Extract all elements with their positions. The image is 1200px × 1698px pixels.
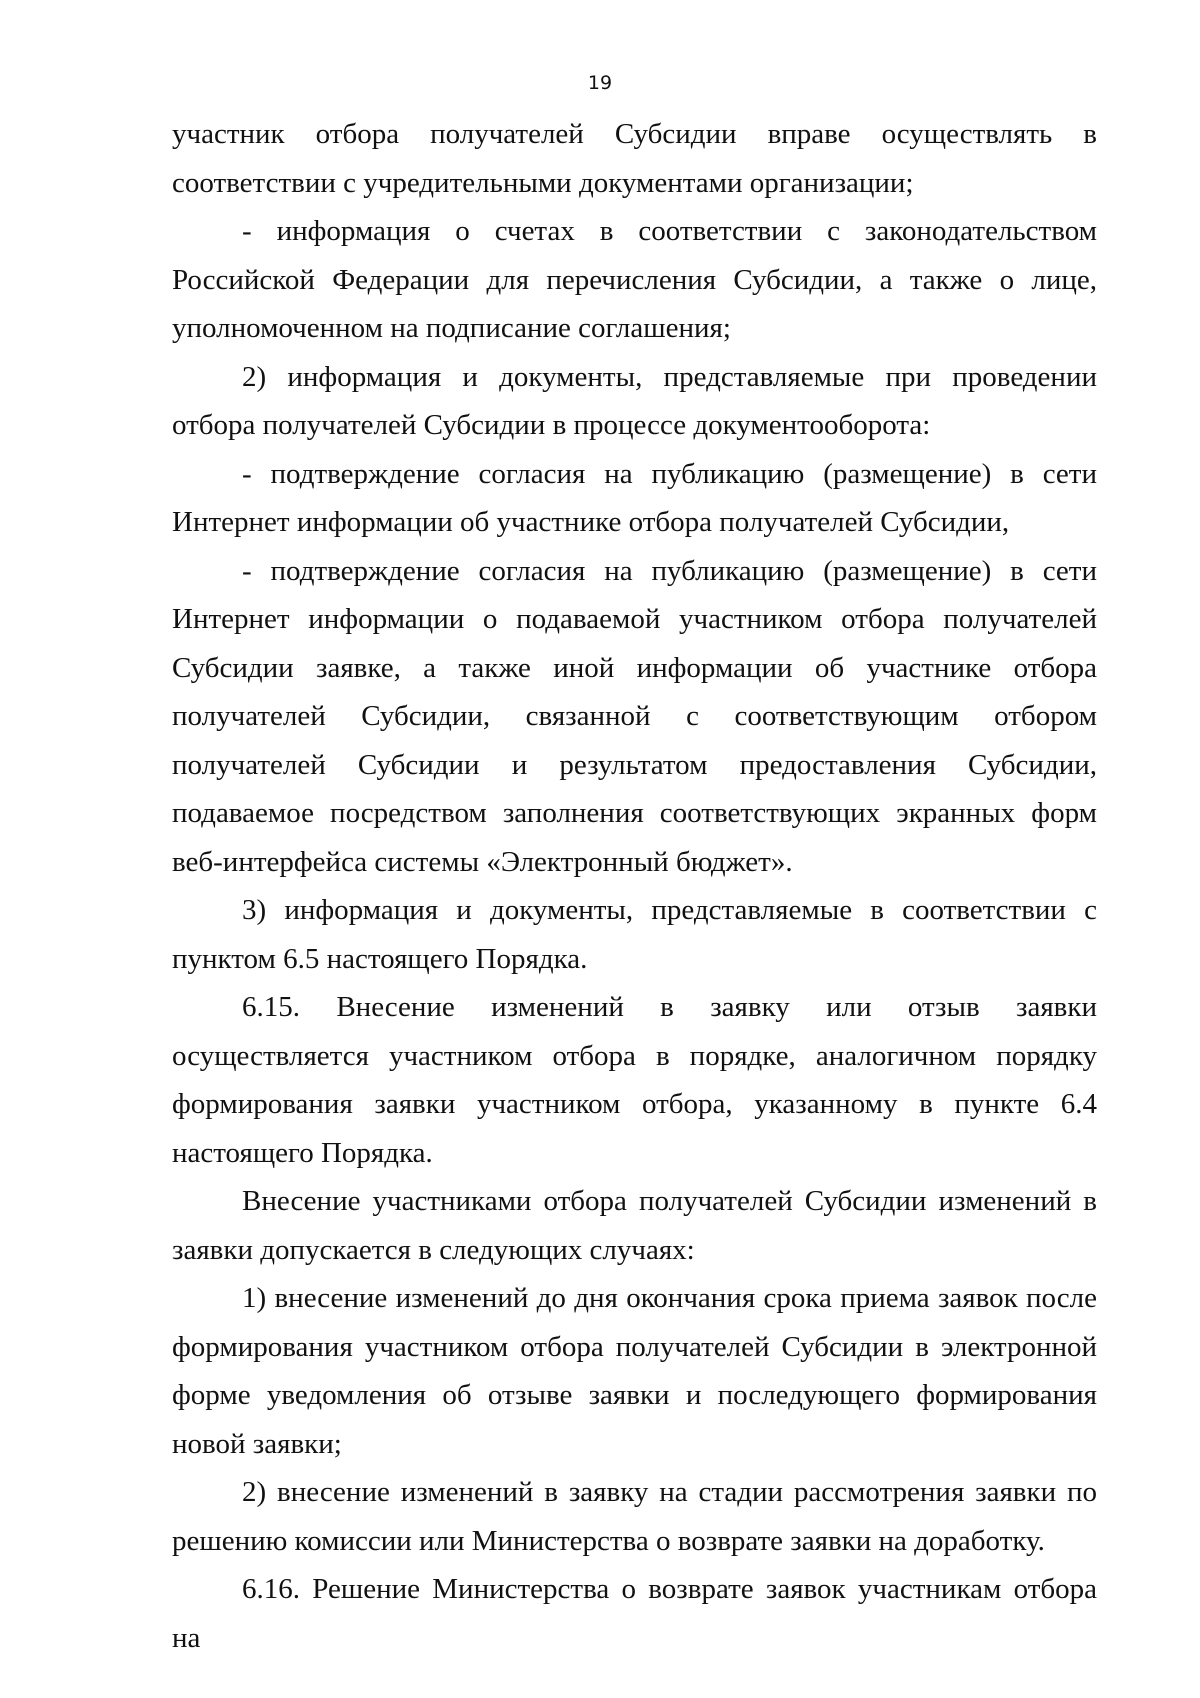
document-body [172, 110, 1097, 1662]
paragraph: 3) информация и документы, представляемые в соответствии с пунктом 6.5 настоящего Порядка. [172, 894, 1097, 975]
page-number: 19 [587, 72, 613, 94]
paragraph: - подтверждение согласия на публикацию (размещение) в сети Интернет информации о подаваемой участником отбора получателей Субсидии заявке, а также иной информации об участнике отбора получателей Субсидии, связанной с соответствующим отбором получателей Субсидии и результатом предоставления Субсидии, подаваемое посредством заполнения соответствующих экранных форм веб-интерфейса системы «Электронный бюджет». [172, 554, 1097, 878]
paragraph: 6.16. Решение Министерства о возврате заявок участникам отбора на [172, 1573, 1097, 1654]
paragraph: участник отбора получателей Субсидии вправе осуществлять в соответствии с учредительными документами организации; [172, 118, 1097, 199]
paragraph: 2) внесение изменений в заявку на стадии рассмотрения заявки по решению комиссии или Министерства о возврате заявки на доработку. [172, 1476, 1097, 1557]
paragraph: - подтверждение согласия на публикацию (размещение) в сети Интернет информации об участнике отбора получателей Субсидии, [172, 457, 1097, 538]
paragraph: 2) информация и документы, представляемые при проведении отбора получателей Субсидии в процессе документооборота: [172, 360, 1097, 441]
paragraph: Внесение участниками отбора получателей Субсидии изменений в заявки допускается в следующих случаях: [172, 1185, 1097, 1266]
paragraph: 6.15. Внесение изменений в заявку или отзыв заявки осуществляется участником отбора в порядке, аналогичном порядку формирования заявки участником отбора, указанному в пункте 6.4 настоящего Порядка. [172, 991, 1097, 1169]
paragraph: - информация о счетах в соответствии с законодательством Российской Федерации для перечисления Субсидии, а также о лице, уполномоченном на подписание соглашения; [172, 215, 1097, 344]
paragraph: 1) внесение изменений до дня окончания срока приема заявок после формирования участником отбора получателей Субсидии в электронной форме уведомления об отзыве заявки и последующего формирования новой заявки; [172, 1282, 1097, 1460]
